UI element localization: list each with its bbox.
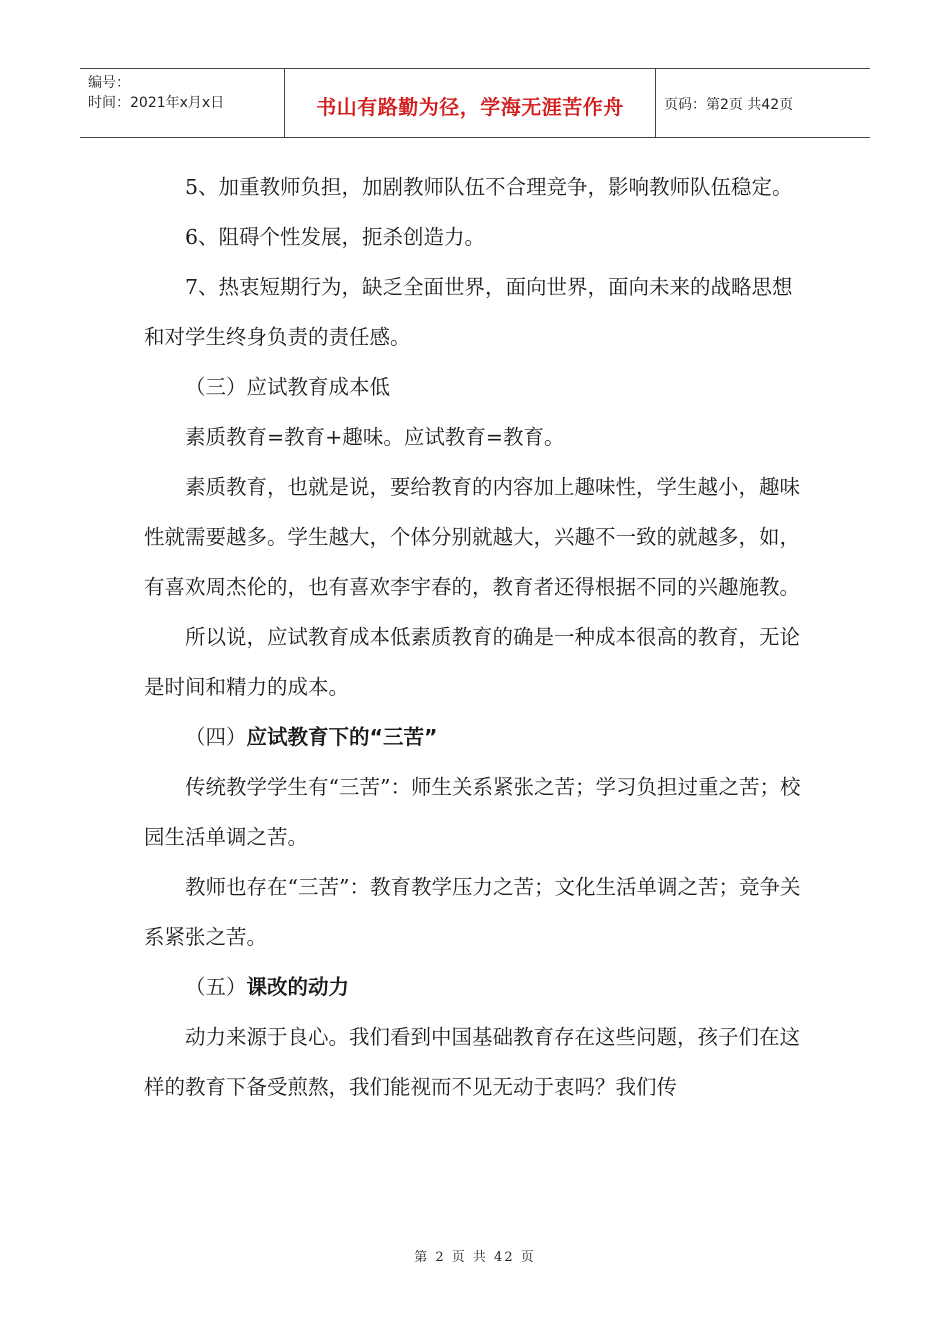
- header-divider: [655, 69, 656, 137]
- time-label: 时间：2021年x月x日: [88, 95, 225, 111]
- paragraph: 教师也存在“三苦”：教育教学压力之苦；文化生活单调之苦；竞争关系紧张之苦。: [144, 875, 801, 949]
- section-heading: [144, 712, 808, 762]
- paragraph: 7、热衷短期行为，缺乏全面世界，面向世界，面向未来的战略思想和对学生终身负责的责任感。: [144, 275, 793, 349]
- number-label: 编号：: [88, 75, 130, 91]
- heading-number: （五）: [185, 975, 247, 999]
- header-meta: [88, 73, 224, 113]
- page-footer: 第 2 页 共 42 页: [414, 1250, 536, 1265]
- heading-number: （四）: [185, 725, 247, 749]
- section-heading: [144, 962, 808, 1012]
- paragraph: 素质教育=教育+趣味。应试教育=教育。: [185, 425, 565, 449]
- paragraph: 动力来源于良心。我们看到中国基础教育存在这些问题，孩子们在这样的教育下备受煎熬，我们能视而不见无动于衷吗？我们传: [144, 1025, 800, 1099]
- header-motto: 书山有路勤为径，学海无涯苦作舟: [316, 95, 624, 119]
- header-page-info: 页码：第2页 共42页: [664, 97, 794, 113]
- section-heading: （三）应试教育成本低: [185, 375, 390, 399]
- paragraph: 6、阻碍个性发展，扼杀创造力。: [185, 225, 486, 249]
- paragraph: 所以说，应试教育成本低素质教育的确是一种成本很高的教育，无论是时间和精力的成本。: [144, 625, 800, 699]
- paragraph: 传统教学学生有“三苦”：师生关系紧张之苦；学习负担过重之苦；校园生活单调之苦。: [144, 775, 801, 849]
- document-body: [144, 162, 808, 1112]
- page-header: [80, 68, 870, 138]
- paragraph: 5、加重教师负担，加剧教师队伍不合理竞争，影响教师队伍稳定。: [185, 175, 793, 199]
- heading-text: 课改的动力: [246, 975, 349, 999]
- paragraph: 素质教育，也就是说，要给教育的内容加上趣味性，学生越小，趣味性就需要越多。学生越大，个体分别就越大，兴趣不一致的就越多，如，有喜欢周杰伦的，也有喜欢李宇春的，教育者还得根据不同的兴趣施教。: [144, 475, 800, 599]
- heading-text: 应试教育下的“三苦”: [246, 725, 438, 749]
